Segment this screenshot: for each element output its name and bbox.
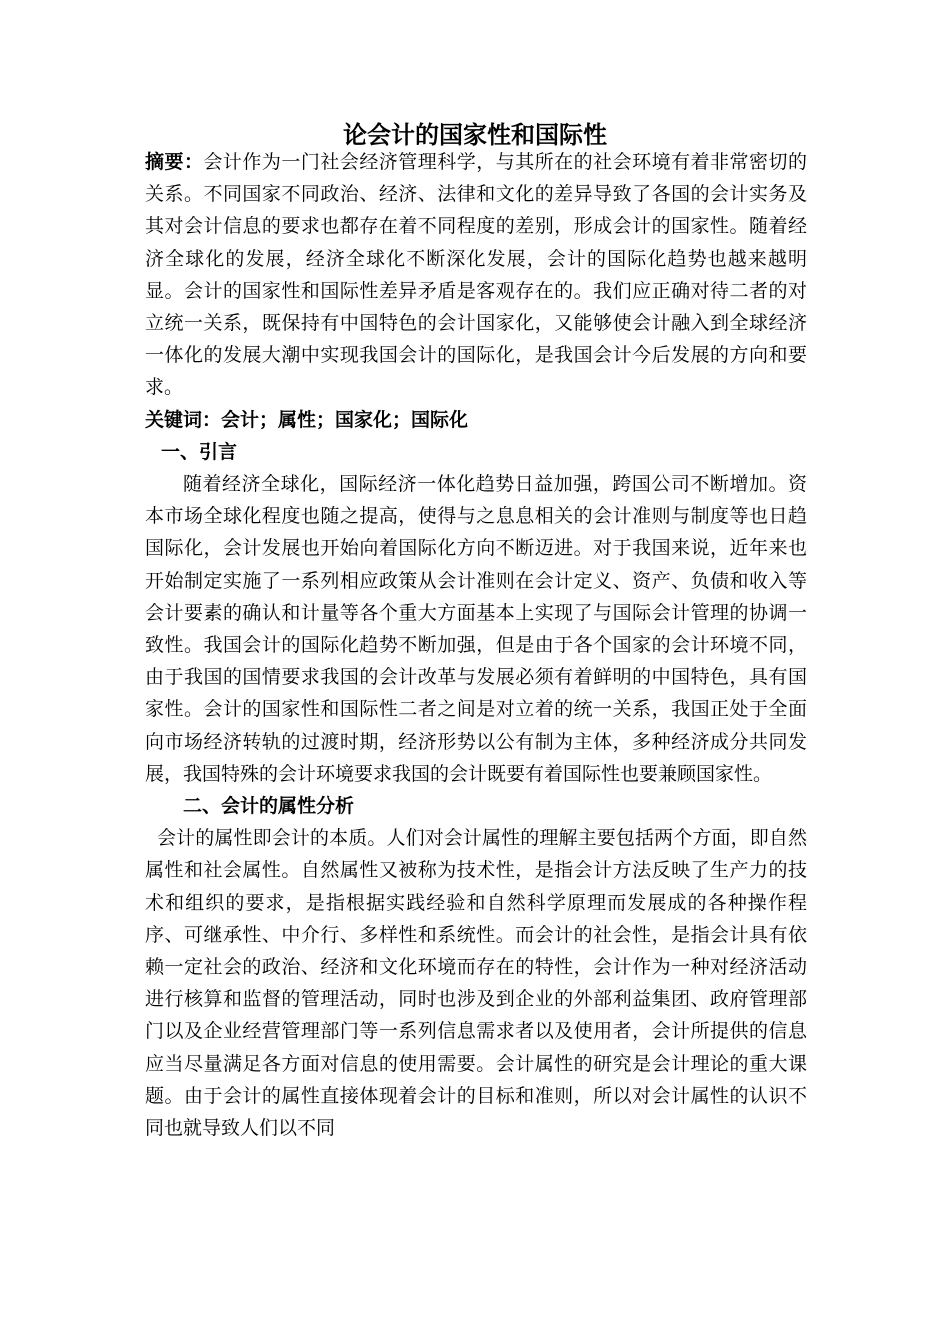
- keywords: 关键词：会计；属性；国家化；国际化: [145, 408, 469, 431]
- section-heading-introduction: 一、引言: [161, 440, 238, 463]
- section-heading-attribute-analysis: 二、会计的属性分析: [183, 795, 355, 818]
- section-paragraph-attribute-analysis: 会计的属性即会计的本质。人们对会计属性的理解主要包括两个方面，即自然属性和社会属性。自然属性又被称为技术性，是指会计方法反映了生产力的技术和组织的要求，是指根据实践经验和自然科学原理而发展成的各种操作程序、可继承性、中介行、多样性和系统性。而会计的社会性，是指会计具有依赖一定社会的政治、经济和文化环境而存在的特性，会计作为一种对经济活动进行核算和监督的管理活动，同时也涉及到企业的外部利益集团、政府管理部门以及企业经营管理部门等一系列信息需求者以及使用者，会计所提供的信息应当尽量满足各方面对信息的使用需要。会计属性的研究是会计理论的重大课题。由于会计的属性直接体现着会计的目标和准则，所以对会计属性的认识不同也就导致人们以不同: [145, 827, 807, 1140]
- section-paragraph-introduction: 随着经济全球化，国际经济一体化趋势日益加强，跨国公司不断增加。资本市场全球化程度也随之提高，使得与之息息相关的会计准则与制度等也日趋国际化，会计发展也开始向着国际化方向不断迈进。对于我国来说，近年来也开始制定实施了一系列相应政策从会计准则在会计定义、资产、负债和收入等会计要素的确认和计量等各个重大方面基本上实现了与国际会计管理的协调一致性。我国会计的国际化趋势不断加强，但是由于各个国家的会计环境不同，由于我国的国情要求我国的会计改革与发展必须有着鲜明的中国特色，具有国家性。会计的国家性和国际性二者之间是对立着的统一关系，我国正处于全面向市场经济转轨的过渡时期，经济形势以公有制为主体，多种经济成分共同发展，我国特殊的会计环境要求我国的会计既要有着国际性也要兼顾国家性。: [145, 473, 807, 785]
- document-body: [145, 146, 807, 1144]
- abstract-text: 会计作为一门社会经济管理科学，与其所在的社会环境有着非常密切的关系。不同国家不同政治、经济、法律和文化的差异导致了各国的会计实务及其对会计信息的要求也都存在着不同程度的差别，形成会计的国家性。随着经济全球化的发展，经济全球化不断深化发展，会计的国际化趋势也越来越明显。会计的国家性和国际性差异矛盾是客观存在的。我们应正确对待二者的对立统一关系，既保持有中国特色的会计国家化，又能够使会计融入到全球经济一体化的发展大潮中实现我国会计的国际化，是我国会计今后发展的方向和要求。: [145, 151, 807, 399]
- abstract-label: 摘要：: [145, 151, 204, 173]
- abstract: [145, 146, 807, 404]
- document-title: 论会计的国家性和国际性: [343, 121, 607, 149]
